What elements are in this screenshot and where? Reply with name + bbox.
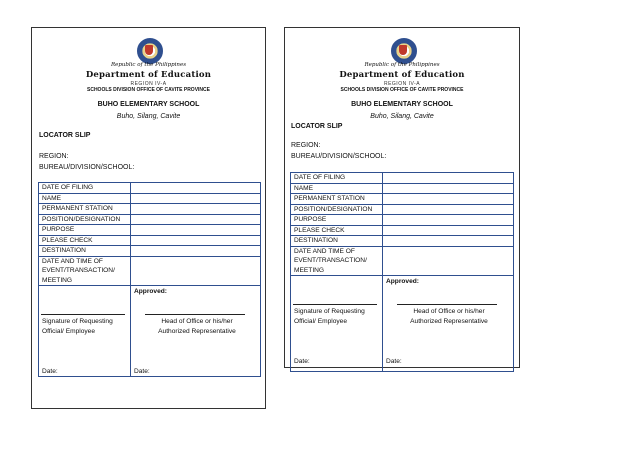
form-title: LOCATOR SLIP bbox=[39, 132, 91, 139]
field-value[interactable] bbox=[383, 173, 514, 184]
form-title: LOCATOR SLIP bbox=[291, 123, 343, 130]
field-label: PURPOSE bbox=[291, 215, 383, 226]
school-address: Buho, Silang, Cavite bbox=[370, 113, 434, 120]
table-row bbox=[291, 204, 514, 215]
form-table bbox=[290, 172, 514, 372]
field-label: NAME bbox=[39, 193, 131, 204]
division-office-text: SCHOOLS DIVISION OFFICE OF CAVITE PROVINCE bbox=[340, 87, 464, 93]
date-label: Date: bbox=[134, 368, 150, 375]
head-signature-label: Head of Office or his/her Authorized Representative bbox=[158, 318, 236, 335]
region-text: REGION IV-A bbox=[383, 81, 421, 87]
requester-signature-cell[interactable] bbox=[39, 286, 131, 377]
field-label: DATE OF FILING bbox=[291, 173, 383, 184]
school-address: Buho, Silang, Cavite bbox=[116, 113, 181, 120]
field-value[interactable] bbox=[131, 235, 261, 246]
date-label: Date: bbox=[386, 358, 402, 365]
field-label: PURPOSE bbox=[39, 225, 131, 236]
table-row bbox=[291, 183, 514, 194]
form-table bbox=[38, 182, 261, 377]
field-value[interactable] bbox=[383, 204, 514, 215]
field-value[interactable] bbox=[383, 246, 514, 276]
signature-row bbox=[39, 286, 261, 377]
signature-line bbox=[41, 314, 125, 315]
field-label: POSITION/DESIGNATION bbox=[291, 204, 383, 215]
deped-seal-icon bbox=[137, 38, 163, 64]
head-signature-label: Head of Office or his/her Authorized Representative bbox=[410, 308, 488, 325]
signature-line bbox=[293, 304, 377, 305]
field-label-event: DATE AND TIME OF EVENT/TRANSACTION/ MEETING bbox=[39, 256, 131, 286]
field-label: PERMANENT STATION bbox=[291, 194, 383, 205]
school-name: BUHO ELEMENTARY SCHOOL bbox=[97, 101, 200, 108]
field-value[interactable] bbox=[131, 183, 261, 194]
requester-signature-label: Signature of Requesting Official/ Employee bbox=[42, 318, 113, 335]
field-value[interactable] bbox=[131, 204, 261, 215]
department-title: Department of Education bbox=[339, 70, 465, 80]
table-row bbox=[39, 235, 261, 246]
field-label: NAME bbox=[291, 183, 383, 194]
table-row bbox=[39, 193, 261, 204]
division-office-text: SCHOOLS DIVISION OFFICE OF CAVITE PROVINCE bbox=[87, 87, 210, 93]
date-label: Date: bbox=[294, 358, 310, 365]
table-row bbox=[39, 204, 261, 215]
field-value[interactable] bbox=[383, 225, 514, 236]
table-row bbox=[291, 173, 514, 184]
table-row bbox=[291, 225, 514, 236]
region-label: REGION: bbox=[39, 153, 69, 160]
head-signature-cell[interactable] bbox=[383, 276, 514, 372]
field-label: POSITION/DESIGNATION bbox=[39, 214, 131, 225]
field-label: DESTINATION bbox=[291, 236, 383, 247]
deped-seal-icon bbox=[391, 38, 417, 64]
republic-text: Republic of the Philippines bbox=[364, 62, 440, 68]
field-label: PLEASE CHECK bbox=[39, 235, 131, 246]
table-row bbox=[291, 215, 514, 226]
approved-label: Approved: bbox=[134, 288, 167, 295]
table-row bbox=[39, 225, 261, 236]
field-value[interactable] bbox=[131, 246, 261, 257]
table-row bbox=[39, 246, 261, 257]
head-signature-cell[interactable] bbox=[131, 286, 261, 377]
region-label: REGION: bbox=[291, 142, 321, 149]
date-label: Date: bbox=[42, 368, 58, 375]
requester-signature-cell[interactable] bbox=[291, 276, 383, 372]
signature-line bbox=[397, 304, 497, 305]
field-label: PERMANENT STATION bbox=[39, 204, 131, 215]
field-label: PLEASE CHECK bbox=[291, 225, 383, 236]
field-value[interactable] bbox=[383, 183, 514, 194]
field-value[interactable] bbox=[383, 194, 514, 205]
field-label: DATE OF FILING bbox=[39, 183, 131, 194]
field-value[interactable] bbox=[131, 225, 261, 236]
school-name: BUHO ELEMENTARY SCHOOL bbox=[351, 101, 453, 108]
locator-slip-right bbox=[284, 27, 520, 368]
bureau-label: BUREAU/DIVISION/SCHOOL: bbox=[39, 164, 135, 171]
bureau-label: BUREAU/DIVISION/SCHOOL: bbox=[291, 153, 387, 160]
field-value[interactable] bbox=[383, 215, 514, 226]
table-row bbox=[39, 256, 261, 286]
table-row bbox=[291, 236, 514, 247]
field-value[interactable] bbox=[131, 193, 261, 204]
field-value[interactable] bbox=[131, 214, 261, 225]
field-value[interactable] bbox=[131, 256, 261, 286]
region-text: REGION IV-A bbox=[130, 81, 167, 87]
approved-label: Approved: bbox=[386, 278, 419, 285]
signature-line bbox=[145, 314, 245, 315]
table-row bbox=[39, 183, 261, 194]
signature-row bbox=[291, 276, 514, 372]
field-label: DESTINATION bbox=[39, 246, 131, 257]
field-value[interactable] bbox=[383, 236, 514, 247]
table-row bbox=[291, 194, 514, 205]
department-title: Department of Education bbox=[85, 70, 212, 80]
table-row bbox=[291, 246, 514, 276]
field-label-event: DATE AND TIME OF EVENT/TRANSACTION/ MEETING bbox=[291, 246, 383, 276]
requester-signature-label: Signature of Requesting Official/ Employee bbox=[294, 308, 365, 325]
table-row bbox=[39, 214, 261, 225]
republic-text: Republic of the Philippines bbox=[110, 62, 187, 68]
locator-slip-left bbox=[31, 27, 266, 409]
